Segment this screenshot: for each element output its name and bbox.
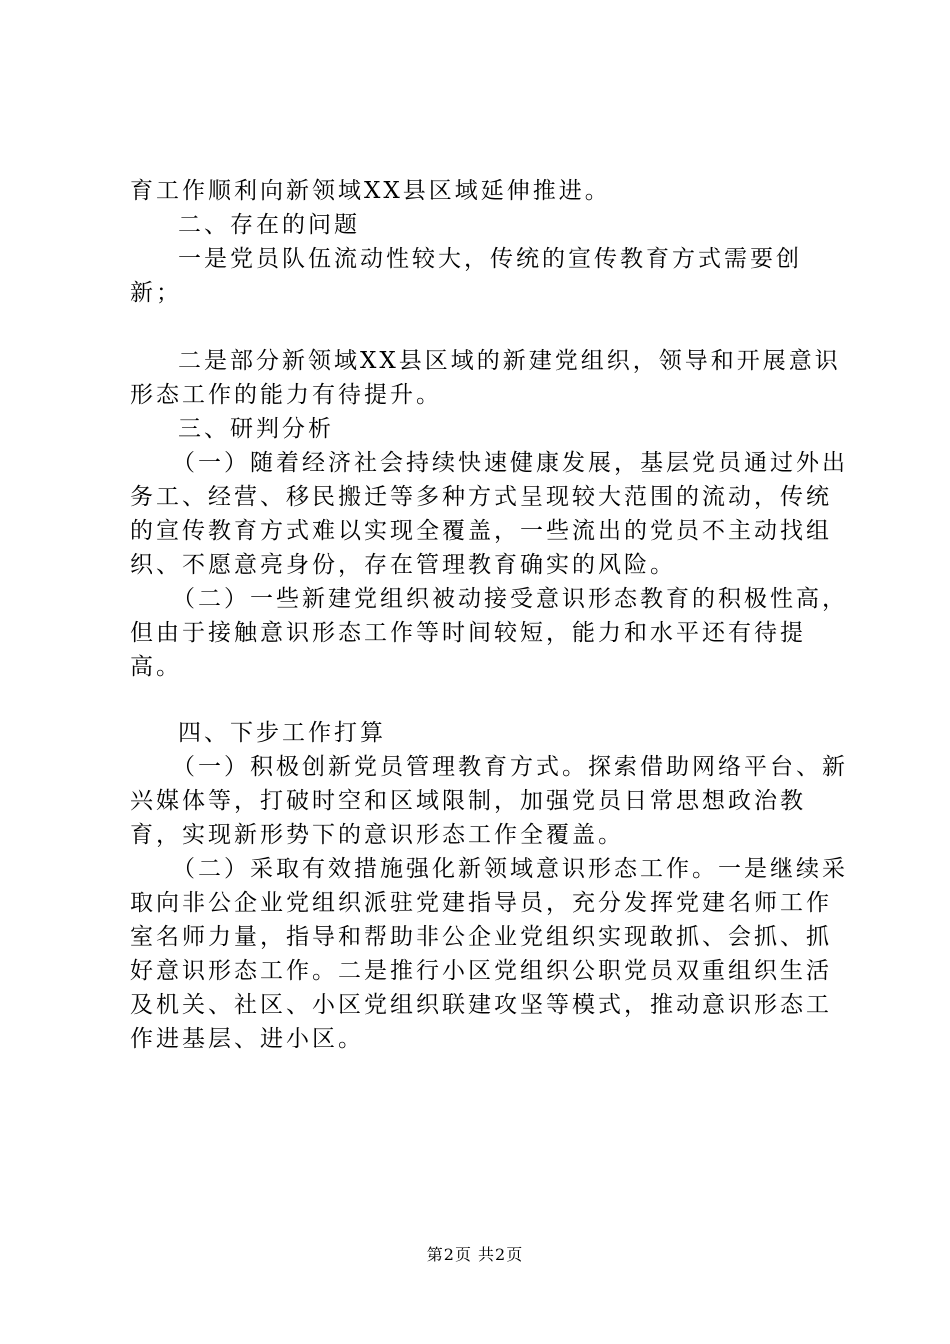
heading-next-steps: 四、下步工作打算	[178, 720, 386, 746]
paragraph-problem-two: 二是部分新领域XX县区域的新建党组织，领导和开展意识形态工作的能力有待提升。	[130, 348, 841, 408]
document-body	[130, 174, 850, 1056]
heading-analysis: 三、研判分析	[178, 416, 334, 442]
paragraph-analysis-two: （二）一些新建党组织被动接受意识形态教育的积极性高，但由于接触意识形态工作等时间较短，能力和水平还有待提高。	[130, 586, 848, 680]
paragraph-next-step-two: （二）采取有效措施强化新领域意识形态工作。一是继续采取向非公企业党组织派驻党建指导员，充分发挥党建名师工作室名师力量，指导和帮助非公企业党组织实现敢抓、会抓、抓好意识形态工作。二是推行小区党组织公职党员双重组织生活及机关、社区、小区党组织联建攻坚等模式，推动意识形态工作进基层、进小区。	[130, 856, 848, 1052]
page-number-footer: 第2页 共2页	[426, 1245, 524, 1264]
paragraph-problem-one: 一是党员队伍流动性较大，传统的宣传教育方式需要创新；	[130, 246, 802, 306]
paragraph-next-step-one: （一）积极创新党员管理教育方式。探索借助网络平台、新兴媒体等，打破时空和区域限制，加强党员日常思想政治教育，实现新形势下的意识形态工作全覆盖。	[130, 754, 848, 848]
heading-existing-problems: 二、存在的问题	[178, 212, 360, 238]
paragraph-continuation: 育工作顺利向新领域XX县区域延伸推进。	[130, 178, 611, 204]
paragraph-analysis-one: （一）随着经济社会持续快速健康发展，基层党员通过外出务工、经营、移民搬迁等多种方式呈现较大范围的流动，传统的宣传教育方式难以实现全覆盖，一些流出的党员不主动找组织、不愿意亮身份，存在管理教育确实的风险。	[130, 450, 848, 578]
